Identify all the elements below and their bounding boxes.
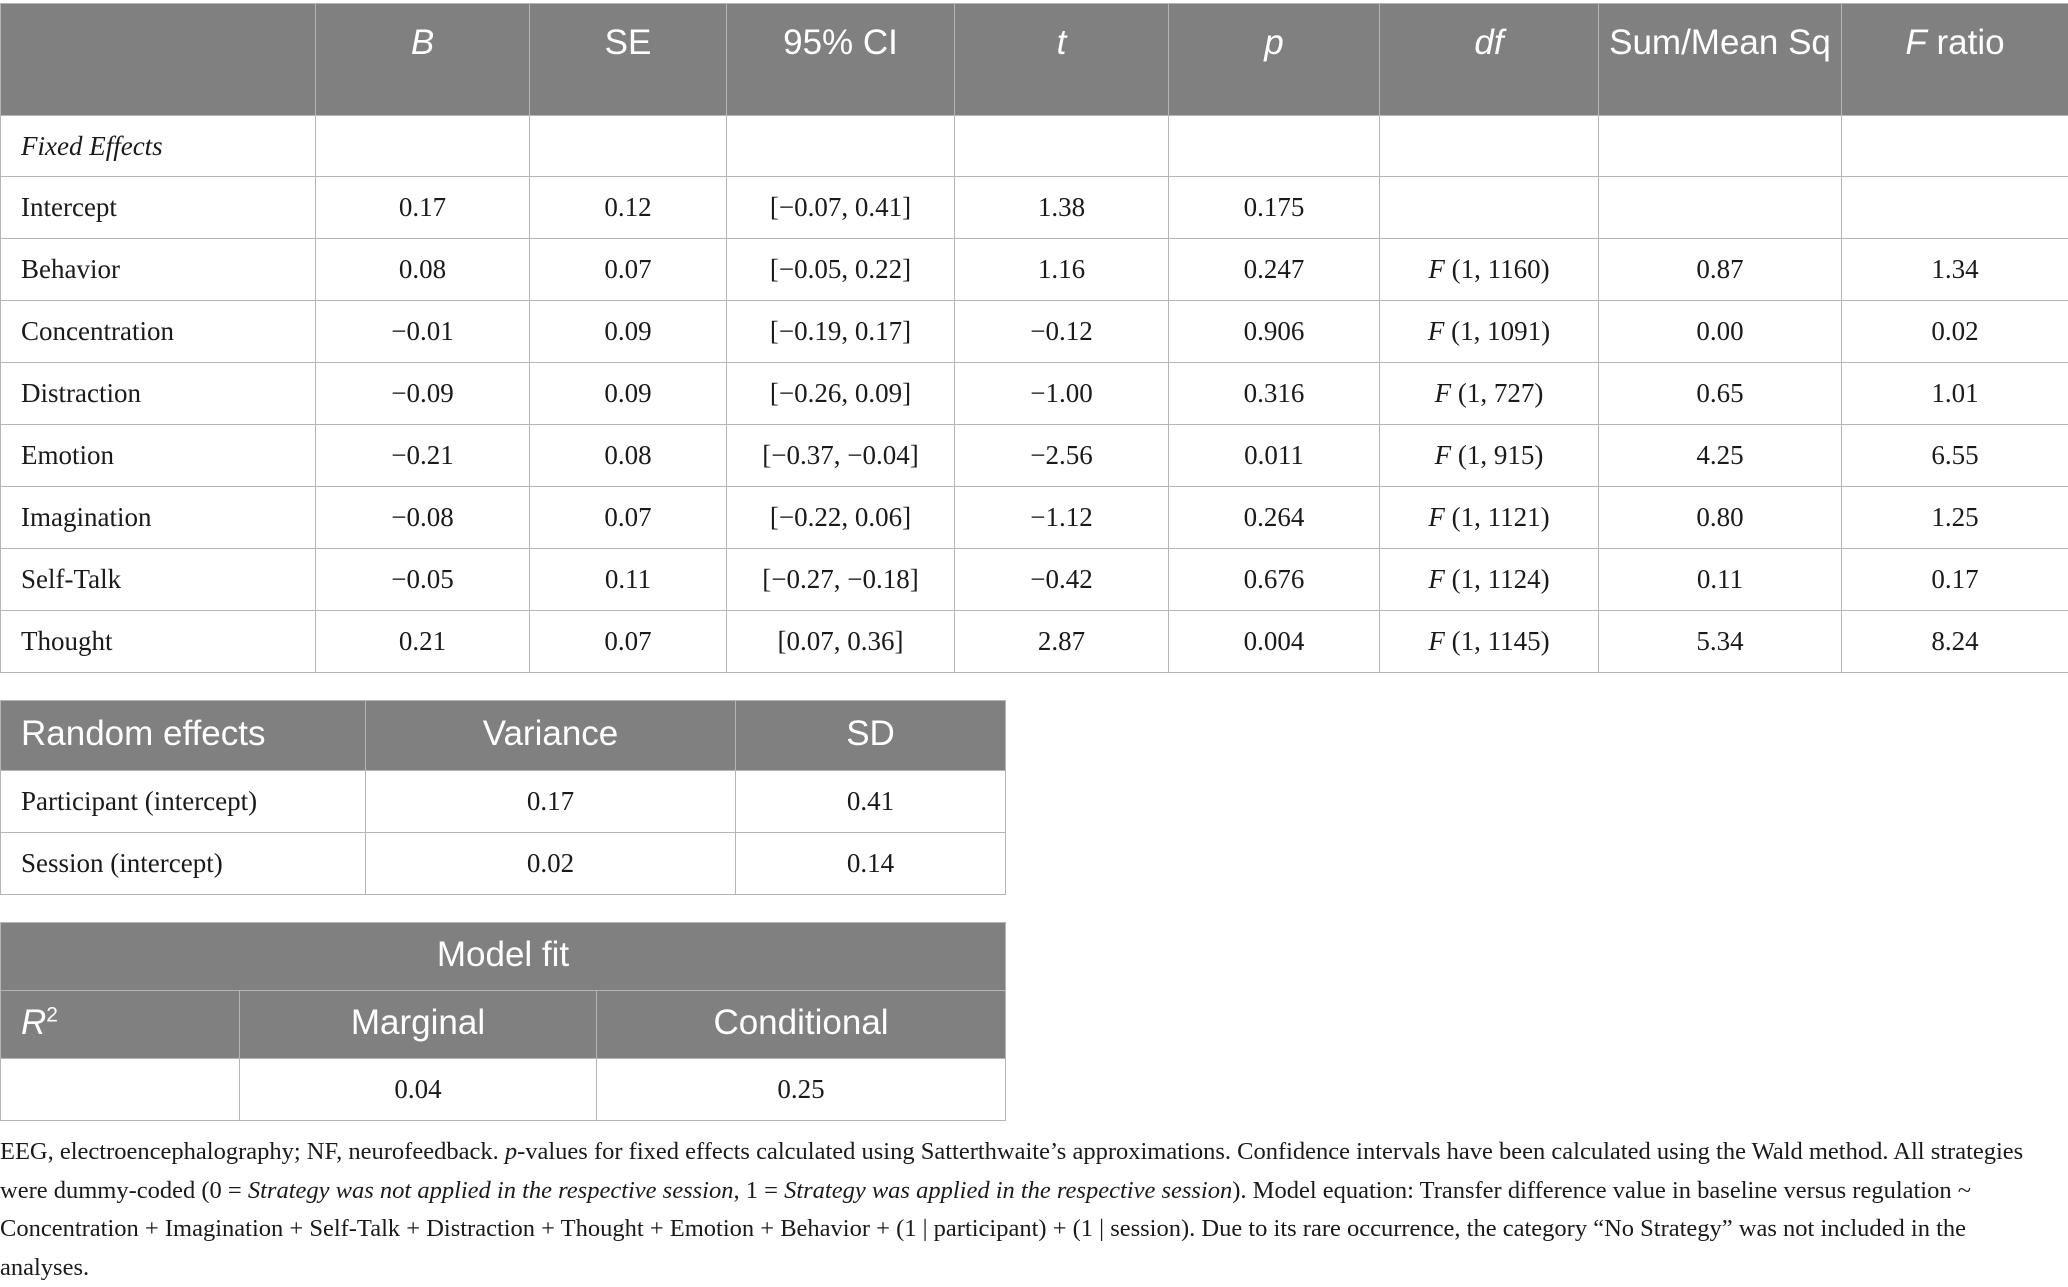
row-label: Emotion: [1, 425, 316, 487]
row-label: Participant (intercept): [1, 771, 366, 833]
table-row: [1, 833, 1006, 895]
table-row: [1, 611, 2068, 673]
empty-cell: [1, 1059, 240, 1121]
f-ratio-value: 1.01: [1842, 363, 2068, 425]
sum-sq-value: 0.80: [1599, 487, 1842, 549]
table-row: [1, 301, 2068, 363]
df-f-prefix: F: [1435, 440, 1452, 470]
ci-value: [0.07, 0.36]: [727, 611, 955, 673]
header-random-effects: Random effects: [1, 701, 366, 771]
df-value: [1380, 301, 1599, 363]
empty-cell: [727, 116, 955, 177]
table-row: [1, 239, 2068, 301]
p-value: 0.316: [1169, 363, 1380, 425]
row-label: Distraction: [1, 363, 316, 425]
df-f-prefix: F: [1428, 316, 1445, 346]
se-value: 0.11: [530, 549, 727, 611]
table-row: [1, 549, 2068, 611]
row-label: Intercept: [1, 177, 316, 239]
sd-value: 0.41: [736, 771, 1006, 833]
t-value: −0.42: [955, 549, 1169, 611]
header-row: [1, 991, 1006, 1059]
model-fit-table: [0, 922, 1006, 1121]
b-value: 0.17: [316, 177, 530, 239]
fixed-effects-table: [0, 3, 2068, 673]
df-degrees: (1, 727): [1458, 378, 1543, 408]
table-row: [1, 177, 2068, 239]
header-conditional: Conditional: [597, 991, 1006, 1059]
df-degrees: (1, 1091): [1451, 316, 1550, 346]
sd-value: 0.14: [736, 833, 1006, 895]
f-ratio-value: 8.24: [1842, 611, 2068, 673]
f-ratio-value: 0.02: [1842, 301, 2068, 363]
b-value: −0.09: [316, 363, 530, 425]
row-label: Behavior: [1, 239, 316, 301]
sum-sq-value: 4.25: [1599, 425, 1842, 487]
se-value: 0.09: [530, 301, 727, 363]
header-sum-mean-sq: Sum/Mean Sq: [1599, 4, 1842, 116]
header-r-squared: [1, 991, 240, 1059]
df-value: [1380, 363, 1599, 425]
empty-cell: [530, 116, 727, 177]
f-ratio-value: 1.25: [1842, 487, 2068, 549]
df-degrees: (1, 1124): [1452, 564, 1550, 594]
row-label: Concentration: [1, 301, 316, 363]
b-value: −0.08: [316, 487, 530, 549]
p-value: 0.906: [1169, 301, 1380, 363]
empty-cell: [1169, 116, 1380, 177]
ci-value: [−0.19, 0.17]: [727, 301, 955, 363]
header-t: t: [955, 4, 1169, 116]
footnote-part: EEG, electroencephalography; NF, neurofeedback.: [0, 1138, 505, 1165]
header-se: SE: [530, 4, 727, 116]
empty-cell: [1842, 116, 2068, 177]
p-value: 0.264: [1169, 487, 1380, 549]
df-value: [1380, 487, 1599, 549]
header-b: B: [316, 4, 530, 116]
variance-value: 0.17: [366, 771, 736, 833]
section-row: [1, 116, 2068, 177]
se-value: 0.09: [530, 363, 727, 425]
df-degrees: (1, 1145): [1452, 626, 1550, 656]
header-row: [1, 4, 2068, 116]
df-degrees: (1, 1160): [1452, 254, 1550, 284]
footnote-p: p: [505, 1138, 517, 1165]
df-f-prefix: F: [1428, 626, 1445, 656]
row-label: Imagination: [1, 487, 316, 549]
footnote-code0: Strategy was not applied in the respective session: [248, 1177, 734, 1204]
df-f-prefix: F: [1428, 254, 1445, 284]
table-row: [1, 363, 2068, 425]
header-marginal: Marginal: [240, 991, 597, 1059]
p-value: 0.011: [1169, 425, 1380, 487]
row-label: Self-Talk: [1, 549, 316, 611]
se-value: 0.07: [530, 239, 727, 301]
table-row: [1, 487, 2068, 549]
header-row: [1, 701, 1006, 771]
t-value: 1.16: [955, 239, 1169, 301]
f-ratio-value: [1842, 177, 2068, 239]
se-value: 0.08: [530, 425, 727, 487]
t-value: −2.56: [955, 425, 1169, 487]
table-row: [1, 1059, 1006, 1121]
se-value: 0.12: [530, 177, 727, 239]
variance-value: 0.02: [366, 833, 736, 895]
se-value: 0.07: [530, 611, 727, 673]
sum-sq-value: 0.00: [1599, 301, 1842, 363]
conditional-value: 0.25: [597, 1059, 1006, 1121]
sum-sq-value: 5.34: [1599, 611, 1842, 673]
t-value: −1.00: [955, 363, 1169, 425]
df-value: [1380, 549, 1599, 611]
empty-cell: [955, 116, 1169, 177]
df-f-prefix: F: [1428, 502, 1445, 532]
t-value: 1.38: [955, 177, 1169, 239]
header-f-ratio: F ratio: [1842, 4, 2068, 116]
header-p: p: [1169, 4, 1380, 116]
empty-cell: [316, 116, 530, 177]
footnote-part: ). Model equation: Transfer difference value in baseline versus regulation ~ Concentration + Imagination + Self-Talk + Distraction + Thought + Emotion + Behavior + (1 | participant) + (1 | session). Due to its rare occurrence, the category “No Strategy” was not included in the analyses.: [0, 1177, 1971, 1281]
b-value: −0.21: [316, 425, 530, 487]
p-value: 0.676: [1169, 549, 1380, 611]
df-value: [1380, 239, 1599, 301]
model-fit-title: Model fit: [1, 923, 1006, 991]
header-f-letter: F: [1905, 23, 1926, 62]
ci-value: [−0.37, −0.04]: [727, 425, 955, 487]
df-value: [1380, 177, 1599, 239]
footnote-part: -values for fixed effects calculated using Satterthwaite’s approximations. Confidence intervals have been calculated using the Wald method. All strategies were dummy-coded (0 =: [0, 1138, 2023, 1204]
ci-value: [−0.22, 0.06]: [727, 487, 955, 549]
t-value: −1.12: [955, 487, 1169, 549]
r-superscript: 2: [46, 1003, 58, 1026]
df-degrees: (1, 1121): [1452, 502, 1550, 532]
ci-value: [−0.05, 0.22]: [727, 239, 955, 301]
table-footnote: [0, 1133, 2060, 1287]
b-value: 0.08: [316, 239, 530, 301]
se-value: 0.07: [530, 487, 727, 549]
f-ratio-value: 1.34: [1842, 239, 2068, 301]
row-label: Session (intercept): [1, 833, 366, 895]
ci-value: [−0.26, 0.09]: [727, 363, 955, 425]
df-f-prefix: F: [1428, 564, 1445, 594]
header-sd: SD: [736, 701, 1006, 771]
header-df: df: [1380, 4, 1599, 116]
f-ratio-value: 0.17: [1842, 549, 2068, 611]
table-row: [1, 425, 2068, 487]
p-value: 0.247: [1169, 239, 1380, 301]
sum-sq-value: [1599, 177, 1842, 239]
b-value: 0.21: [316, 611, 530, 673]
ci-value: [−0.07, 0.41]: [727, 177, 955, 239]
df-f-prefix: F: [1435, 378, 1452, 408]
sum-sq-value: 0.11: [1599, 549, 1842, 611]
header-ci: 95% CI: [727, 4, 955, 116]
sum-sq-value: 0.65: [1599, 363, 1842, 425]
footnote-code1: Strategy was applied in the respective session: [784, 1177, 1232, 1204]
r-letter: R: [21, 1003, 46, 1042]
marginal-value: 0.04: [240, 1059, 597, 1121]
title-row: [1, 923, 1006, 991]
random-effects-table: [0, 700, 1006, 895]
b-value: −0.05: [316, 549, 530, 611]
header-empty: [1, 4, 316, 116]
df-value: [1380, 611, 1599, 673]
b-value: −0.01: [316, 301, 530, 363]
empty-cell: [1599, 116, 1842, 177]
row-label: Thought: [1, 611, 316, 673]
header-variance: Variance: [366, 701, 736, 771]
p-value: 0.175: [1169, 177, 1380, 239]
sum-sq-value: 0.87: [1599, 239, 1842, 301]
table-row: [1, 771, 1006, 833]
ci-value: [−0.27, −0.18]: [727, 549, 955, 611]
df-degrees: (1, 915): [1458, 440, 1543, 470]
empty-cell: [1380, 116, 1599, 177]
t-value: 2.87: [955, 611, 1169, 673]
section-label: Fixed Effects: [1, 116, 316, 177]
p-value: 0.004: [1169, 611, 1380, 673]
t-value: −0.12: [955, 301, 1169, 363]
footnote-part: , 1 =: [733, 1177, 784, 1204]
f-ratio-value: 6.55: [1842, 425, 2068, 487]
df-value: [1380, 425, 1599, 487]
